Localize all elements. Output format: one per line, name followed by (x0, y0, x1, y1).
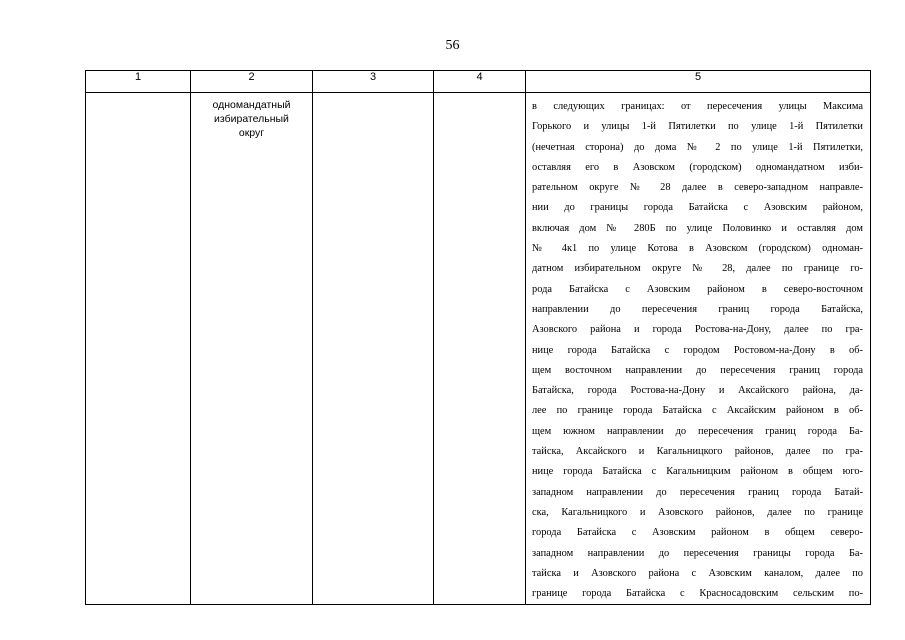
boundary-text-line: нии до границы города Батайска с Азовским районом, (532, 202, 863, 214)
boundary-text-line: города Батайска с Азовским районом в общем северо- (532, 527, 863, 539)
boundary-text-line: рательном округе № 28 далее в северо-западном направле- (532, 182, 863, 194)
boundary-text-line: Горького и улицы 1-й Пятилетки по улице 1-й Пятилетки (532, 121, 863, 133)
boundary-text-line: Азовского района и города Ростова-на-Дону, далее по гра- (532, 324, 863, 336)
cell-col3 (313, 93, 434, 605)
column-header-2: 2 (191, 71, 313, 93)
boundary-text-line: лее по границе города Батайска с Аксайским районом в об- (532, 405, 863, 417)
boundary-text-line: ска, Кагальницкого и Азовского районов, далее по границе (532, 506, 863, 518)
boundary-text-line: Батайска, города Ростова-на-Дону и Аксайского района, да- (532, 385, 863, 397)
cell-col4 (434, 93, 526, 605)
column-header-1: 1 (86, 71, 191, 93)
column-header-5: 5 (526, 71, 871, 93)
page-number: 56 (445, 38, 460, 53)
district-type-line: одномандатный (212, 99, 291, 111)
boundary-text-line: направлении до пересечения границ города Батайска, (532, 303, 863, 315)
boundary-text-line: датном избирательном округе № 28, далее по границе го- (532, 263, 863, 275)
boundary-text-line: щем южном направлении до пересечения границ города Ба- (532, 425, 863, 437)
cell-col1 (86, 93, 191, 605)
district-type-line: округ (238, 127, 265, 139)
boundary-text-line: (нечетная сторона) до дома № 2 по улице 1-й Пятилетки, (532, 141, 863, 153)
boundary-text-line: тайска, Аксайского и Кагальницкого районов, далее по гра- (532, 446, 863, 458)
boundary-text-line: включая дом № 280Б по улице Половинко и оставляя дом (532, 222, 863, 234)
boundary-text-line: нице города Батайска с Кагальницким районом в общем юго- (532, 466, 863, 478)
boundary-text-line: западном направлении до пересечения границ города Батай- (532, 486, 863, 498)
table-header-row (86, 71, 871, 93)
boundary-text-line: нице города Батайска с городом Ростовом-на-Дону в об- (532, 344, 863, 356)
cell-district-type (191, 93, 313, 605)
boundary-text-line: щем восточном направлении до пересечения границ города (532, 364, 863, 376)
boundary-text-line: в следующих границах: от пересечения улицы Максима (532, 101, 863, 112)
boundary-text-line: тайска и Азовского района с Азовским каналом, далее по (532, 567, 863, 579)
boundary-text-line: границе города Батайска с Красносадовским сельским по- (532, 588, 863, 600)
table-row (86, 93, 871, 605)
boundary-text-line: западном направлении до пересечения границы города Ба- (532, 547, 863, 559)
column-header-4: 4 (434, 71, 526, 93)
district-table (85, 70, 871, 605)
boundary-text-line: № 4к1 по улице Котова в Азовском (городском) одноман- (532, 243, 863, 255)
column-header-3: 3 (313, 71, 434, 93)
boundary-text-line: оставляя его в Азовском (городском) одномандатном изби- (532, 161, 863, 173)
boundary-text-line: рода Батайска с Азовским районом в северо-восточном (532, 283, 863, 295)
district-type-line: избирательный (214, 113, 289, 125)
cell-boundary-description (526, 93, 871, 605)
